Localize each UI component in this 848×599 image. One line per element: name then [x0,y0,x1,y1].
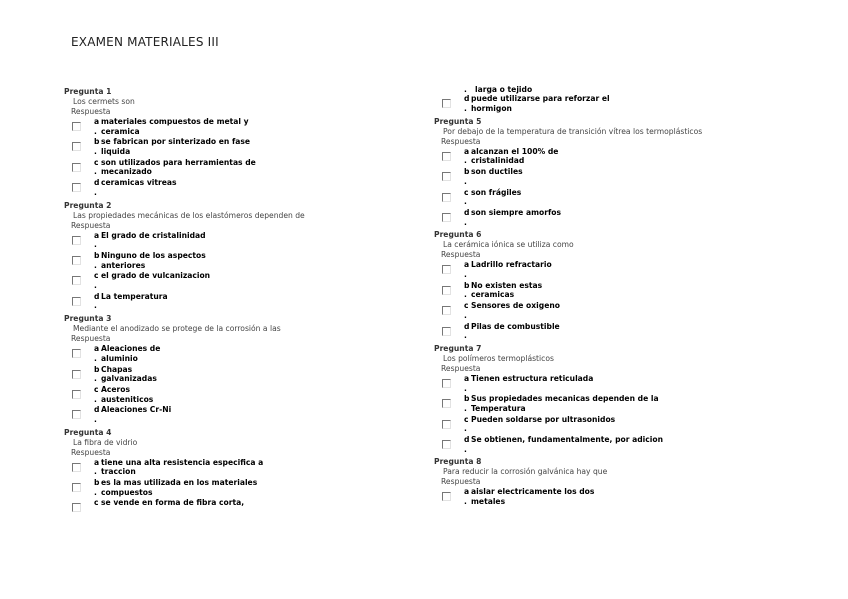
answer-label: son frágiles [471,187,522,197]
answer-line-2 [94,147,294,157]
answer-line-2 [464,290,664,300]
answer-dot: . [464,176,467,186]
answer-dot: . [464,290,467,300]
answer-line-1 [464,208,561,217]
answer-checkbox[interactable] [72,256,81,265]
answer-line-2 [464,177,664,187]
answer-label: Se obtienen, fundamentalmente, por adicion [471,435,664,445]
answer-letter: a [464,487,470,497]
answer-letter: c [94,157,99,167]
answer-label: ceramicas vitreas [101,178,177,188]
answer-dot: . [94,240,97,250]
answer-label-continued: anteriores [101,260,146,270]
answer-label-continued: austeniticos [101,394,154,404]
answer-line-2 [464,424,664,434]
answer-line-1 [94,178,177,187]
answer-option-d [434,208,794,228]
answer-option-a [64,344,424,364]
answer-label: alcanzan el 100% de [471,146,559,156]
answer-letter: d [94,405,100,415]
answer-dot: . [464,197,467,207]
answer-label: Pilas de combustible [471,321,560,331]
question-text: Para reducir la corrosión galvánica hay que [443,467,608,477]
answer-option-b [64,251,424,271]
answer-line-1 [464,167,523,176]
question-text: Los cermets son [73,97,135,106]
answer-dot: . [94,126,97,136]
answer-label: Chapas [101,364,133,374]
answer-label-continued: hormigon [471,104,512,113]
answer-line-1 [94,385,130,394]
answer-label: Aleaciones de [101,344,161,354]
response-label: Respuesta [71,220,111,230]
answer-checkbox[interactable] [72,349,81,358]
answer-text [464,435,664,454]
answer-letter: a [464,260,470,270]
answer-line-1 [94,365,132,374]
answer-letter: b [464,167,470,177]
answer-label: puede utilizarse para reforzar el [471,94,610,104]
answer-option-a [434,147,794,167]
question-text: La fibra de vidrio [73,437,138,447]
answer-checkbox[interactable] [72,463,81,472]
answer-option-a [64,458,424,478]
answer-line-1 [464,415,615,424]
answer-dot: . [94,414,97,424]
answer-label: El grado de cristalinidad [101,230,206,240]
answer-line-2 [464,197,664,207]
answer-option-d [434,94,794,114]
answer-letter: d [464,321,470,331]
answer-line-2 [464,384,664,394]
answer-letter: c [464,187,469,197]
answer-line-1 [464,147,558,156]
answer-line-1 [94,137,250,146]
answer-option-d [434,322,794,342]
answer-option-b [434,281,794,301]
answer-text [94,251,294,270]
answer-label: La temperatura [101,291,168,301]
answer-line-1 [464,435,663,444]
answer-text [464,94,664,113]
answer-letter: c [94,271,99,281]
answer-dot: . [464,104,467,113]
answer-dot: . [94,353,97,363]
question-text: La cerámica iónica se utiliza como [443,240,574,250]
answer-text [94,405,294,424]
answer-line-2 [94,415,294,425]
answer-text [94,344,294,363]
answer-line-2 [94,467,294,477]
answer-dot: . [464,403,467,413]
answer-line-1 [464,301,560,310]
answer-checkbox[interactable] [72,410,81,419]
answer-option-c [64,271,424,291]
answer-line-2 [94,127,294,137]
answer-line-2 [94,374,294,384]
answer-letter: a [464,373,470,383]
answer-text [464,260,664,279]
answer-letter: b [94,250,100,260]
answer-dot: . [464,156,467,166]
answer-checkbox[interactable] [72,390,81,399]
answer-option-a [434,260,794,280]
answer-text [94,231,294,250]
answer-line-1 [464,322,560,331]
answer-label: No existen estas [471,280,543,290]
answer-label: Pueden soldarse por ultrasonidos [471,414,616,424]
answer-text [94,178,294,197]
answer-dot: . [464,497,467,507]
answer-dot: . [464,85,467,94]
answer-text [94,292,294,311]
answer-checkbox[interactable] [72,503,81,512]
question-heading: Pregunta 3 [64,314,112,324]
answer-line-2 [94,188,294,198]
answer-text [94,365,294,384]
answer-line-1 [464,374,593,383]
answer-option-c [64,385,424,405]
answer-checkbox[interactable] [442,440,451,449]
response-label: Respuesta [441,477,481,487]
carried-answer-line [464,85,794,94]
answer-option-b [434,167,794,187]
answer-line-2 [464,404,664,414]
answer-line-2 [464,331,664,341]
answer-text [464,487,664,506]
answer-letter: d [94,291,100,301]
answer-text [464,322,664,341]
answer-label: el grado de vulcanizacion [101,271,211,281]
answer-line-2 [94,281,294,291]
answer-dot: . [464,424,467,434]
answer-label: Ladrillo refractario [471,260,552,270]
answer-dot: . [464,331,467,341]
answer-checkbox[interactable] [442,99,451,108]
answer-label: tiene una alta resistencia especifica a [101,457,264,467]
answer-dot: . [94,374,97,384]
answer-option-c [64,498,424,518]
answer-label-continued: traccion [101,467,136,477]
answer-label-continued: aluminio [101,353,138,363]
answer-option-a [434,374,794,394]
answer-letter: c [94,498,99,508]
answer-line-2 [94,240,294,250]
answer-line-1 [94,158,256,167]
answer-text [464,415,664,434]
answer-line-1 [464,487,594,496]
answer-checkbox[interactable] [442,399,451,408]
answer-label: se fabrican por sinterizado en fase [101,137,251,147]
answer-label: Sus propiedades mecanicas dependen de la [471,394,659,404]
answer-line-1 [464,188,521,197]
response-label: Respuesta [441,136,481,146]
answer-label: Aleaciones Cr-Ni [101,405,172,415]
answer-label-continued: Temperatura [471,403,526,413]
answer-checkbox[interactable] [442,193,451,202]
response-label: Respuesta [71,334,111,344]
answer-line-1 [464,281,542,290]
answer-line-2 [464,497,664,507]
answer-text [464,374,664,393]
question-heading: Pregunta 1 [64,87,112,96]
answer-line-2 [94,488,294,498]
answer-option-b [434,394,794,414]
answer-letter: d [464,207,470,217]
answer-letter: d [94,178,100,188]
answer-line-2 [94,395,294,405]
answer-checkbox[interactable] [72,370,81,379]
answer-text [464,281,664,300]
answer-text [94,158,294,177]
answer-option-d [434,435,794,455]
answer-label-continued: metales [471,497,506,507]
question-heading: Pregunta 4 [64,427,112,437]
answer-label-continued: galvanizadas [101,374,157,384]
answer-line-1 [94,271,210,280]
answer-label: es la mas utilizada en los materiales [101,478,258,488]
answer-text [94,458,294,477]
carried-answer-text: larga o tejido [475,85,533,94]
answer-option-b [64,478,424,498]
answer-letter: a [94,230,100,240]
answer-text [464,208,664,227]
answer-label: son siempre amorfos [471,207,561,217]
answer-line-2 [464,270,664,280]
answer-label-continued: ceramica [101,126,140,136]
response-label: Respuesta [71,447,111,457]
answer-letter: d [464,435,470,445]
answer-checkbox[interactable] [442,327,451,336]
answer-option-a [64,117,424,137]
question-text: Mediante el anodizado se protege de la corrosión a las [73,324,281,334]
answer-letter: c [94,384,99,394]
answer-label-continued: compuestos [101,487,153,497]
question-text: Los polímeros termoplásticos [443,353,554,363]
answer-option-d [64,405,424,425]
question-text: Las propiedades mecánicas de los elastómeros dependen de [73,210,305,220]
answer-dot: . [94,187,97,197]
answer-line-2 [94,354,294,364]
answer-checkbox[interactable] [442,265,451,274]
answer-checkbox[interactable] [442,492,451,501]
question-heading: Pregunta 7 [434,343,482,353]
response-label: Respuesta [441,363,481,373]
answer-dot: . [464,383,467,393]
answer-label: Ninguno de los aspectos [101,250,206,260]
answer-line-2 [94,261,294,271]
answer-line-2 [464,104,664,114]
answer-checkbox[interactable] [72,142,81,151]
exam-title: EXAMEN MATERIALES III [71,35,219,49]
answer-text [464,147,664,166]
answer-label: se vende en forma de fibra corta, [101,498,245,508]
answer-line-1 [94,458,263,467]
answer-dot: . [464,269,467,279]
question-heading: Pregunta 2 [64,200,112,210]
answer-line-1 [94,498,244,507]
answer-label: materiales compuestos de metal y [101,117,249,126]
answer-text [464,188,664,207]
answer-dot: . [94,394,97,404]
answer-line-1 [94,405,171,414]
answer-text [464,394,664,413]
answer-line-2 [464,445,664,455]
answer-line-2 [94,167,294,177]
answer-line-1 [94,344,160,353]
answer-checkbox[interactable] [72,276,81,285]
answer-checkbox[interactable] [72,483,81,492]
answer-checkbox[interactable] [72,297,81,306]
answer-option-c [434,188,794,208]
answer-checkbox[interactable] [442,420,451,429]
answer-checkbox[interactable] [72,122,81,131]
answer-line-1 [94,117,249,126]
answer-text [94,385,294,404]
answer-text [94,117,294,136]
answer-line-2 [464,156,664,166]
answer-label: Sensores de oxigeno [471,301,560,311]
answer-option-c [434,301,794,321]
answer-line-1 [464,94,610,103]
answer-dot: . [94,146,97,156]
response-label: Respuesta [71,107,111,116]
answer-option-c [434,415,794,435]
answer-label: aislar electricamente los dos [471,487,595,497]
answer-label: son ductiles [471,167,523,177]
answer-line-1 [94,231,206,240]
answer-line-2 [464,218,664,228]
answer-option-b [64,365,424,385]
answer-line-2 [94,301,294,311]
answer-dot: . [464,444,467,454]
answer-option-d [64,178,424,198]
answer-letter: c [464,414,469,424]
answer-text [94,271,294,290]
answer-checkbox[interactable] [442,152,451,161]
answer-line-1 [464,260,552,269]
answer-text [464,301,664,320]
answer-dot: . [464,310,467,320]
answer-text [94,137,294,156]
answer-option-c [64,158,424,178]
answer-checkbox[interactable] [72,163,81,172]
answer-label: Tienen estructura reticulada [471,373,594,383]
answer-letter: d [464,94,470,104]
answer-line-1 [94,478,257,487]
answer-option-a [64,231,424,251]
answer-dot: . [464,217,467,227]
answer-label-continued: cristalinidad [471,156,525,166]
answer-letter: a [464,146,470,156]
answer-dot: . [94,301,97,311]
answer-text [94,498,294,508]
response-label: Respuesta [441,250,481,260]
answer-line-1 [94,251,206,260]
answer-letter: b [464,394,470,404]
answer-letter: b [94,137,100,147]
answer-checkbox[interactable] [442,213,451,222]
answer-dot: . [94,280,97,290]
answer-checkbox[interactable] [442,172,451,181]
answer-letter: b [464,280,470,290]
question-text: Por debajo de la temperatura de transición vítrea los termoplásticos [443,126,703,136]
answer-letter: b [94,364,100,374]
answer-letter: a [94,457,100,467]
answer-checkbox[interactable] [442,286,451,295]
answer-text [464,167,664,186]
answer-letter: b [94,478,100,488]
answer-dot: . [94,167,97,177]
question-heading: Pregunta 5 [434,116,482,126]
answer-option-a [434,487,794,507]
question-heading: Pregunta 8 [434,457,482,467]
answer-label: son utilizados para herramientas de [101,157,256,167]
answer-line-2 [464,311,664,321]
answer-option-d [64,292,424,312]
answer-letter: c [464,301,469,311]
answer-dot: . [94,260,97,270]
answer-checkbox[interactable] [442,306,451,315]
answer-dot: . [94,487,97,497]
answer-checkbox[interactable] [72,183,81,192]
answer-letter: a [94,344,100,354]
right-column [434,85,794,508]
answer-label-continued: mecanizado [101,167,152,177]
answer-label-continued: ceramicas [471,290,515,300]
question-heading: Pregunta 6 [434,230,482,240]
answer-letter: a [94,117,100,126]
answer-checkbox[interactable] [442,379,451,388]
left-column [64,85,424,519]
answer-option-b [64,137,424,157]
answer-checkbox[interactable] [72,236,81,245]
answer-label-continued: liquida [101,146,131,156]
answer-line-1 [464,394,659,403]
answer-dot: . [94,467,97,477]
answer-label: Aceros [101,384,131,394]
answer-text [94,478,294,497]
answer-line-1 [94,292,168,301]
